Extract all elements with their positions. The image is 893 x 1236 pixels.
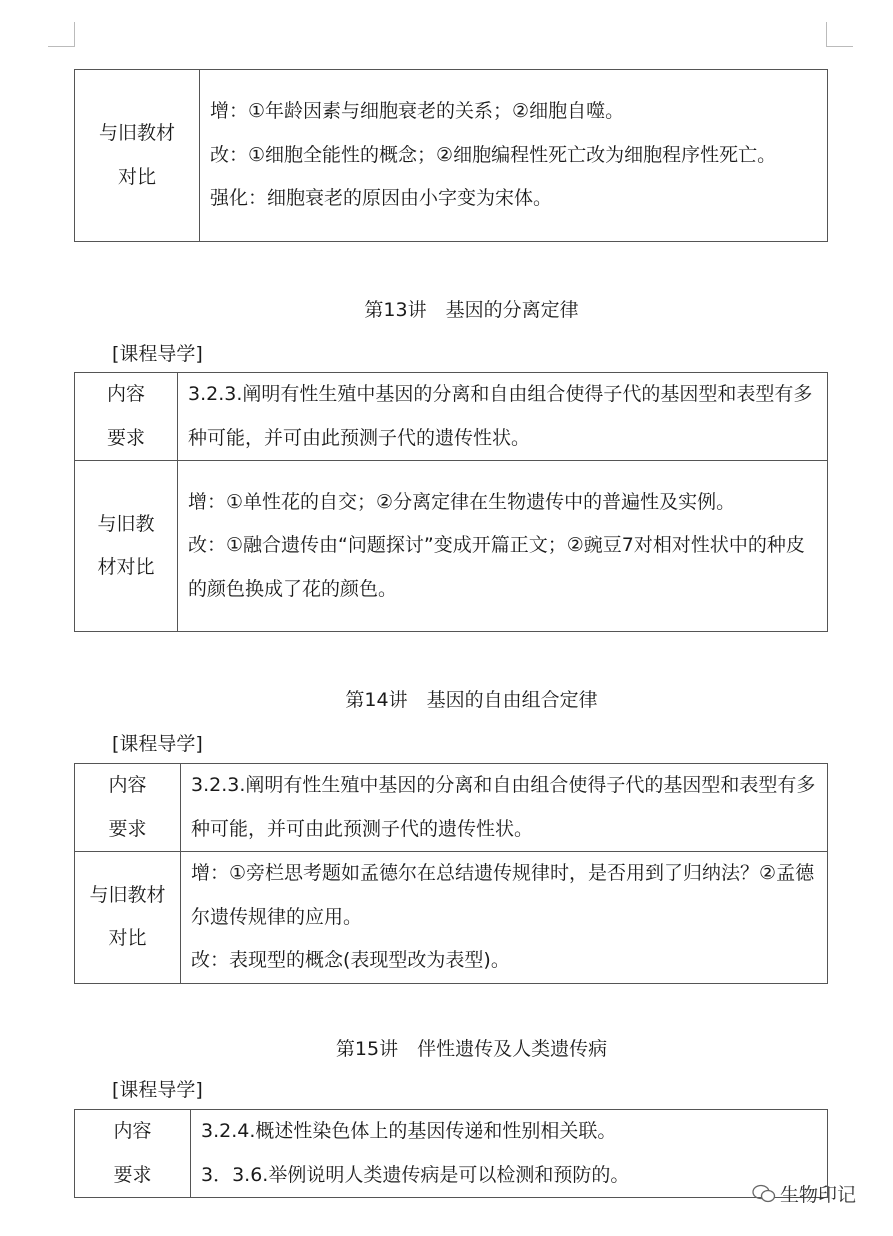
table-content-cell: 增：①单性花的自交；②分离定律在生物遗传中的普遍性及实例。 改：①融合遗传由“问题探讨”变成开篇正文；②豌豆7对相对性状中的种皮的颜色换成了花的颜色。 — [178, 461, 828, 632]
table-content-cell: 3.2.3.阐明有性生殖中基因的分离和自由组合使得子代的基因型和表型有多种可能，并可由此预测子代的遗传性状。 — [181, 764, 828, 852]
course-table-14 — [74, 763, 828, 984]
table-header-cell: 与旧教材 对比 — [75, 70, 200, 242]
course-table-13 — [74, 372, 828, 632]
comparison-table-12 — [74, 69, 828, 242]
page-corner-mark — [826, 22, 853, 47]
table-content-cell: 3.2.4.概述性染色体上的基因传递和性别相关联。 3．3.6.举例说明人类遗传病是可以检测和预防的。 — [191, 1110, 828, 1198]
wechat-icon — [752, 1184, 776, 1204]
table-header-cell: 内容 要求 — [75, 373, 178, 461]
table-header-cell: 内容 要求 — [75, 1110, 191, 1198]
section-title: 第13讲 基因的分离定律 — [364, 299, 579, 321]
section-label: [课程导学] — [112, 1079, 203, 1101]
watermark: 生物印记 — [752, 1180, 856, 1207]
table-content-cell: 增：①旁栏思考题如孟德尔在总结遗传规律时，是否用到了归纳法？②孟德尔遗传规律的应用。 改：表现型的概念(表现型改为表型)。 — [181, 852, 828, 984]
course-table-15 — [74, 1109, 828, 1198]
table-header-cell: 与旧教材 对比 — [75, 852, 181, 984]
section-title: 第14讲 基因的自由组合定律 — [345, 689, 598, 711]
page-corner-mark — [48, 22, 75, 47]
section-label: [课程导学] — [112, 343, 203, 365]
section-title: 第15讲 伴性遗传及人类遗传病 — [335, 1038, 608, 1060]
table-header-cell: 内容 要求 — [75, 764, 181, 852]
section-label: [课程导学] — [112, 733, 203, 755]
table-header-cell: 与旧教 材对比 — [75, 461, 178, 632]
table-content-cell: 增：①年龄因素与细胞衰老的关系；②细胞自噬。 改：①细胞全能性的概念；②细胞编程性死亡改为细胞程序性死亡。 强化：细胞衰老的原因由小字变为宋体。 — [200, 70, 828, 242]
table-content-cell: 3.2.3.阐明有性生殖中基因的分离和自由组合使得子代的基因型和表型有多种可能，并可由此预测子代的遗传性状。 — [178, 373, 828, 461]
